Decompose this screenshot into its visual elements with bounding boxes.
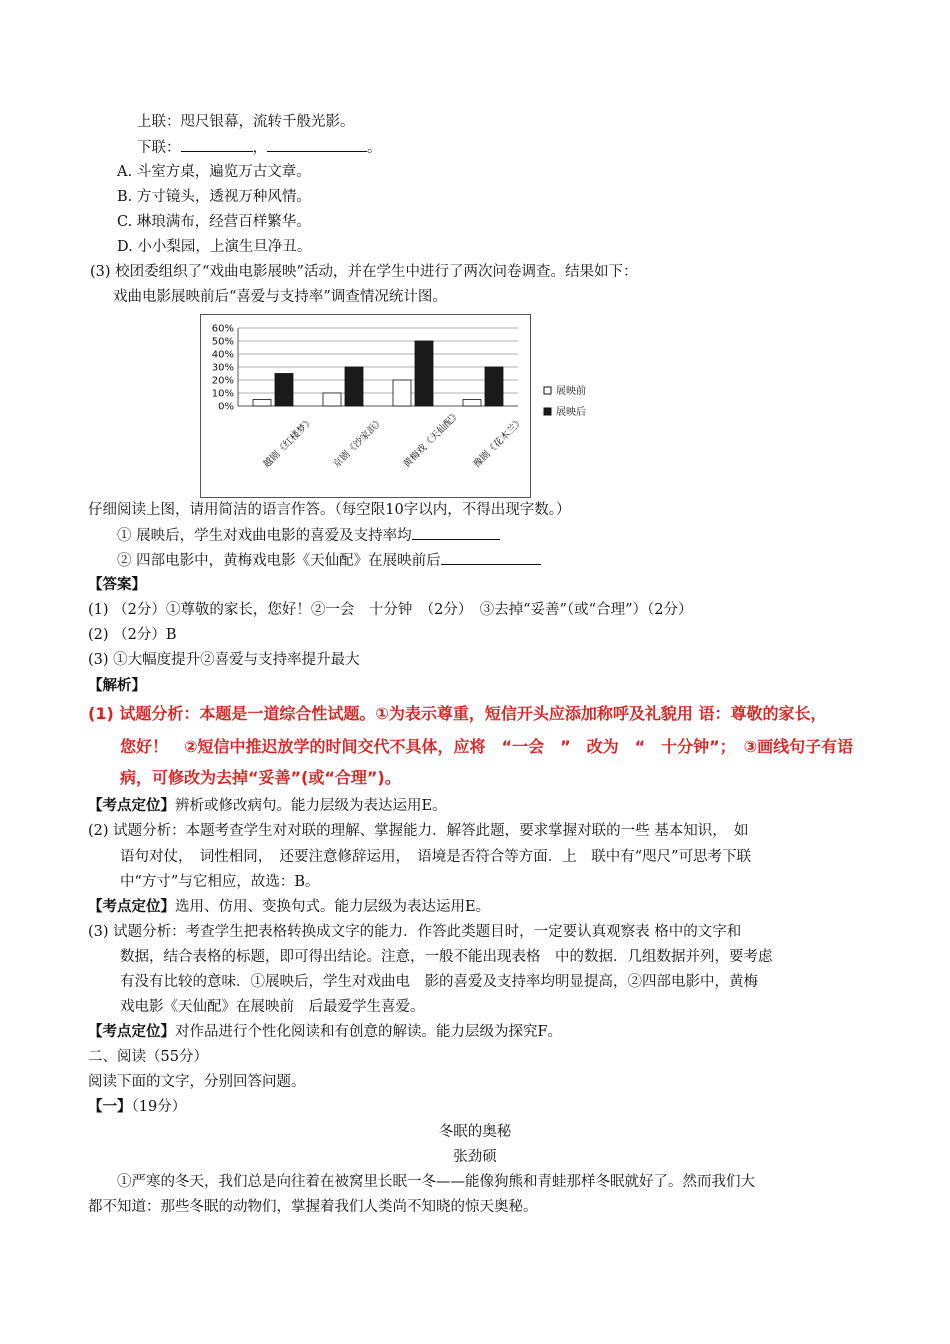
kaodian-3 (88, 1022, 562, 1042)
kaodian-label: 【考点定位】 (88, 1023, 175, 1040)
y-tick-label: 40% (211, 349, 234, 361)
part-heading (88, 1097, 186, 1117)
reading-instruction: 阅读下面的文字，分别回答问题。 (88, 1074, 306, 1090)
bar-after-1 (275, 374, 293, 407)
analysis-p3-line: 数据，结合表格的标题，即可得出结论。注意，一般不能出现表格 中的数据．几组数据并列，要考虑 (120, 949, 773, 965)
bar-chart (200, 314, 620, 499)
x-tick-label: 京剧《沙家浜》 (331, 415, 387, 471)
kaodian-2 (88, 897, 490, 917)
answer-line: (3) ①大幅度提升②喜爱与支持率提升最大 (88, 652, 360, 668)
answer-blank[interactable] (267, 137, 367, 152)
q3-item2-text: ② 四部电影中，黄梅戏电影《天仙配》在展映前后 (117, 553, 441, 569)
q3-item2 (117, 550, 541, 571)
y-tick-label: 60% (211, 323, 234, 335)
bar-after-3 (415, 341, 433, 406)
legend-swatch-before (544, 387, 551, 394)
part-label: 【一】 (88, 1098, 132, 1115)
option-c: C. 琳琅满布，经营百样繁华。 (117, 214, 311, 230)
couplet-lower-prefix: 下联： (137, 140, 181, 156)
analysis-p2-line: 语句对仗， 词性相同， 还要注意修辞运用， 语境是否符合等方面．上 联中有“咫尺”可思考下联 (120, 849, 752, 865)
y-tick-label: 20% (211, 375, 234, 387)
bar-before-1 (253, 400, 271, 407)
article-author: 张劲硕 (453, 1149, 497, 1165)
x-tick-label: 黄梅戏《天仙配》 (401, 408, 463, 471)
kaodian-text: 对作品进行个性化阅读和有创意的解读。能力层级为探究F。 (175, 1024, 563, 1040)
x-tick-label: 越剧《红楼梦》 (261, 415, 317, 471)
answer-line: (2) （2分）B (88, 627, 177, 643)
kaodian-text: 辨析或修改病句。能力层级为表达运用E。 (175, 798, 447, 814)
q3-item1 (117, 525, 500, 546)
legend-label-after: 展映后 (556, 407, 586, 418)
analysis-p2-line: (2) 试题分析：本题考查学生对对联的理解、掌握能力．解答此题，要求掌握对联的一些 基本知识， 如 (88, 823, 749, 839)
answer-blank[interactable] (441, 550, 541, 565)
answer-blank[interactable] (412, 525, 500, 540)
bar-after-2 (345, 367, 363, 406)
y-tick-label: 0% (218, 401, 234, 413)
y-tick-label: 10% (211, 388, 234, 400)
kaodian-1 (88, 796, 447, 816)
x-tick-label: 豫剧《花木兰》 (471, 415, 527, 471)
legend-label-before: 展映前 (556, 386, 586, 397)
article-paragraph-line: 都不知道：那些冬眠的动物们，掌握着我们人类尚不知晓的惊天奥秘。 (88, 1199, 538, 1215)
kaodian-label: 【考点定位】 (88, 797, 175, 814)
bar-after-4 (485, 367, 503, 406)
part-score: （19分） (131, 1099, 187, 1115)
y-tick-label: 50% (211, 336, 234, 348)
analysis-p3-line: (3) 试题分析：考查学生把表格转换成文字的能力．作答此类题目时，一定要认真观察表 格中的文字和 (88, 924, 742, 940)
couplet-period: 。 (367, 140, 382, 156)
kaodian-label: 【考点定位】 (88, 898, 175, 915)
option-b: B. 方寸镜头，透视万种风情。 (117, 189, 311, 205)
analysis-p3-line: 有没有比较的意味．①展映后，学生对戏曲电 影的喜爱及支持率均明显提高，②四部电影中，黄梅 (120, 974, 758, 990)
q3-instruction: 仔细阅读上图，请用简洁的语言作答。（每空限10字以内，不得出现字数。） (88, 502, 571, 518)
section-title: 二、阅读（55分） (88, 1049, 208, 1065)
bar-before-3 (393, 380, 411, 406)
analysis-red-line: 病，可修改为去掉“妥善”(或“合理”)。 (120, 768, 401, 787)
chart-caption: 戏曲电影展映前后“喜爱与支持率”调查情况统计图。 (113, 289, 447, 305)
q3-item1-text: ① 展映后，学生对戏曲电影的喜爱及支持率均 (117, 528, 412, 544)
answer-blank[interactable] (181, 137, 253, 152)
article-title: 冬眠的奥秘 (438, 1124, 512, 1140)
kaodian-text: 选用、仿用、变换句式。能力层级为表达运用E。 (175, 899, 491, 915)
couplet-upper: 上联：咫尺银幕，流转千般光影。 (137, 114, 355, 130)
couplet-lower (137, 137, 382, 158)
y-tick-label: 30% (211, 362, 234, 374)
analysis-red-line: 您好！ ②短信中推迟放学的时间交代不具体，应将 “一会 ” 改为 “ 十分钟”； ③画线句子有语 (120, 737, 854, 756)
bar-before-4 (463, 400, 481, 407)
analysis-red-line: (1) 试题分析：本题是一道综合性试题。①为表示尊重，短信开头应添加称呼及礼貌用 语：尊敬的家长， (88, 704, 827, 723)
legend-swatch-after (544, 408, 551, 415)
article-paragraph-line: ①严寒的冬天，我们总是向往着在被窝里长眠一冬——能像狗熊和青蛙那样冬眠就好了。然而我们大 (117, 1174, 755, 1190)
analysis-p2-line: 中“方寸”与它相应，故选：B。 (120, 874, 320, 890)
answer-line: (1) （2分）①尊敬的家长，您好！②一会 十分钟 （2分） ③去掉“妥善”（或“合理”）（2分） (88, 602, 693, 618)
option-a: A. 斗室方桌，遍览万古文章。 (117, 164, 311, 180)
y-axis-ticks (212, 324, 234, 413)
chart-legend (544, 384, 586, 418)
analysis-p3-line: 戏电影《天仙配》在展映前 后最爱学生喜爱。 (120, 999, 425, 1015)
analysis-header: 【解析】 (88, 677, 146, 694)
q3-intro: (3) 校团委组织了“戏曲电影展映”活动，并在学生中进行了两次问卷调查。结果如下： (90, 264, 638, 280)
bar-before-2 (323, 393, 341, 406)
option-d: D. 小小梨园，上演生旦净丑。 (117, 239, 312, 255)
answer-header: 【答案】 (88, 576, 146, 593)
couplet-comma: ， (252, 140, 267, 156)
